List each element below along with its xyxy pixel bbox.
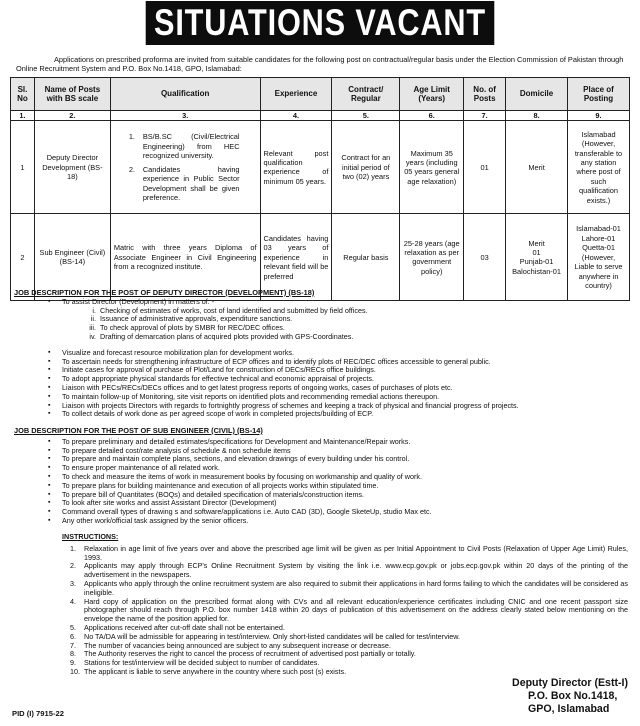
column-number: 6. [400, 111, 464, 121]
table-row-deputy-director [11, 121, 630, 214]
column-number: 8. [506, 111, 568, 121]
row-post-name: Deputy Director Development (BS-18) [34, 121, 110, 214]
header-place-of-posting: Place of Posting [568, 78, 630, 111]
job-description-deputy-director [14, 289, 628, 419]
list-item: ▪ To collect details of work done as per agreed scope of work in completed projects/building of ECP. [62, 410, 628, 419]
row-no-of-posts: 01 [464, 121, 506, 214]
list-item: ▪ Visualize and forecast resource mobilization plan for development works. [62, 349, 628, 358]
list-item: ▪ Liaison with projects Directors with regards to fortnightly progress of schemes and keeping a track of physical and financial progress of projects. [62, 402, 628, 411]
list-item: ii. Issuance of administrative approvals, expenditure sanctions. [90, 314, 293, 324]
header-post-name: Name of Posts with BS scale [34, 78, 110, 111]
header-age-limit: Age Limit (Years) [400, 78, 464, 111]
list-item: 8. The Authority reserves the right to cancel the process of recruitment of advertised post partially or totally. [70, 649, 416, 659]
column-number: 1. [11, 111, 35, 121]
row-domicile: Merit [506, 121, 568, 214]
row-age-limit: Maximum 35 years (including 05 years general age relaxation) [400, 121, 464, 214]
list-item: ▪ To prepare detailed cost/rate analysis of schedule & non schedule items [62, 447, 628, 456]
column-number: 3. [110, 111, 260, 121]
instructions-section [14, 533, 628, 677]
row-place-of-posting: Islamabad-01 Lahore-01 Quetta-01 (However, Liable to serve anywhere in country) [568, 214, 630, 301]
list-item: ▪ To ensure proper maintenance of all related work. [62, 464, 628, 473]
header-no-of-posts: No. of Posts [464, 78, 506, 111]
section-heading: JOB DESCRIPTION FOR THE POST OF DEPUTY DIRECTOR (DEVELOPMENT) (BS-18) [14, 288, 315, 297]
list-item: ▪ To look after site works and assist Assistant Director (Development) [62, 499, 628, 508]
list-item: 10. The applicant is liable to serve anywhere in the country where such post (s) exists. [70, 666, 347, 676]
list-item: 7. The number of vacancies being announced are subject to any subsequent increase or decrease. [70, 640, 391, 650]
signature-block [512, 677, 628, 716]
table-header-row [11, 78, 630, 111]
row-qualification [110, 121, 260, 214]
header-domicile: Domicile [506, 78, 568, 111]
qualification-item: 1. BS/B.SC (Civil/Electrical Engineering) from HEC recognized university. [128, 132, 240, 161]
column-number: 9. [568, 111, 630, 121]
section-heading: JOB DESCRIPTION FOR THE POST OF SUB ENGINEER (CIVIL) (BS-14) [14, 426, 263, 435]
list-item: ▪ To prepare bill of Quantitates (BOQs) and detailed specification of materials/construction items. [62, 491, 628, 500]
row-experience: Relevant post qualification experience of minimum 05 years. [260, 121, 332, 214]
row-place-of-posting: Islamabad (However, transferable to any station where post of such qualification exists.) [568, 121, 630, 214]
header-experience: Experience [260, 78, 332, 111]
column-number-row [11, 111, 630, 121]
qualification-item: 2. Candidates having experience in Public Sector Development shall be given preference. [128, 164, 240, 202]
intro-paragraph: Applications on prescribed proforma are invited from suitable candidates for the following post on contractual/regular basis under the Election Commission of Pakistan through Online Recruitment System and P.O. Box No.1418, GPO, Islamabad: [16, 55, 624, 74]
instructions-heading: INSTRUCTIONS: [62, 532, 119, 541]
row-qualification: Matric with three years Diploma of Associate Engineer in Civil Engineering from a recognized institute. [110, 214, 260, 301]
list-item: 4. Hard copy of application on the prescribed format along with CVs and all relevant education/experience certificates including CNIC and one recent passport size photographer should reach through P.O. box number 1418 within 20 days of publication of this advertisement on the address clearly stated below mentioning on the envelope the name of the position applied for. [70, 596, 628, 624]
page-title: SITUATIONS VACANT [146, 1, 495, 45]
row-age-limit: 25-28 years (age relaxation as per government policy) [400, 214, 464, 301]
list-item: ▪ Initiate cases for approval of purchase of Plot/Land for construction of DECs/RECs office buildings. [62, 366, 628, 375]
list-item: 9. Stations for test/interview will be decided subject to number of candidates. [70, 658, 320, 668]
row-experience: Candidates having 03 years of experience in relevant field will be preferred [260, 214, 332, 301]
list-item: ▪ Liaison with PECs/RECs/DECs offices and to get latest progress reports of ongoing works, cases of purchases of plots etc. [62, 384, 628, 393]
list-item: ▪ To prepare preliminary and detailed estimates/specifications for Development and Maintenance/Repair works. [62, 438, 628, 447]
list-item: 6. No TA/DA will be admissible for appearing in test/interview. Only short-listed candidates will be called for test/interview. [70, 631, 461, 641]
column-number: 2. [34, 111, 110, 121]
column-number: 4. [260, 111, 332, 121]
row-sl: 2 [11, 214, 35, 301]
list-item: 5. Applications received after cut-off date shall not be entertained. [70, 622, 285, 632]
list-item: 3. Applicants who apply through the online recruitment system are also required to submit their applications in hard forms failing to which the candidates will be considered as ineligible. [70, 578, 628, 597]
posts-table [10, 77, 630, 301]
column-number: 7. [464, 111, 506, 121]
title-banner [0, 2, 640, 44]
list-item: ▪ To prepare and maintain complete plans, sections, and elevation drawings of every building under his control. [62, 455, 628, 464]
job-description-sub-engineer [14, 427, 628, 526]
signature-line: P.O. Box No.1418, [528, 690, 618, 702]
list-item: iii. To check approval of plots by SMBR for REC/DEC offices. [89, 323, 285, 333]
list-item: ▪ To prepare plans for building maintenance and execution of all projects works within stipulated time. [62, 482, 628, 491]
row-domicile: Merit 01 Punjab-01 Balochistan-01 [506, 214, 568, 301]
list-item: ▪ To check and measure the items of work in measurement books by focusing on workmanship and quality of work. [62, 473, 628, 482]
row-post-name: Sub Engineer (Civil) (BS-14) [34, 214, 110, 301]
list-item: ▪ Any other work/official task assigned by the senior officers. [62, 517, 628, 526]
list-item: ▪ To ascertain needs for strengthening infrastructure of ECP offices and to identify plots of REC/DEC offices accessible to general public. [62, 358, 628, 367]
signature-line: GPO, Islamabad [528, 703, 610, 715]
row-sl: 1 [11, 121, 35, 214]
list-item: ▪ To maintain follow-up of Monitoring, site visit reports on identified plots and recommending remedial actions thereupon. [62, 393, 628, 402]
row-no-of-posts: 03 [464, 214, 506, 301]
column-number: 5. [332, 111, 400, 121]
list-item: ▪ Command overall types of drawing s and software/applications i.e. Auto CAD (3D), Google SketeUp, studio Max etc. [62, 508, 628, 517]
list-item: i. Checking of estimates of works, cost of land identified and submitted by field offices. [92, 305, 368, 315]
list-item: ▪ To adopt appropriate physical standards for effective technical and economic appraisal of projects. [62, 375, 628, 384]
list-item: ▪ To assist Director (Development) in matters of: - [62, 298, 628, 307]
list-item: 2. Applicants may apply through ECP's Online Recruitment System by visiting the link i.e. www.ecp.gov.pk or jobs.ecp.gov.pk within 20 days of the printing of the advertisement in the newspapers. [70, 561, 628, 580]
header-contract: Contract/ Regular [332, 78, 400, 111]
signature-line: Deputy Director (Estt-I) [512, 677, 628, 689]
list-item: 1. Relaxation in age limit of five years over and above the prescribed age limit will be given as per Initial Appointment to Civil Posts (Relaxation of Upper Age Limit) Rules, 1993. [70, 543, 628, 562]
pid-number: PID (I) 7915-22 [12, 709, 64, 718]
list-item: iv. Drafting of demarcation plans of acquired plots provided with GPS-Coordinates. [89, 331, 354, 341]
header-sl-no: Sl. No [11, 78, 35, 111]
row-contract: Regular basis [332, 214, 400, 301]
header-qualification: Qualification [110, 78, 260, 111]
row-contract: Contract for an initial period of two (02) years [332, 121, 400, 214]
